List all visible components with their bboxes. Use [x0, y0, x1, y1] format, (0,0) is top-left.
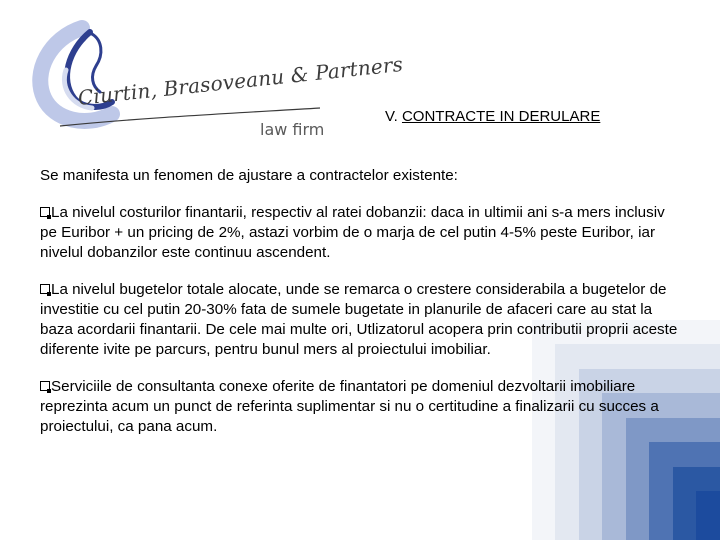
section-number: V. [385, 108, 402, 125]
bullet-item [40, 203, 680, 263]
section-title-text: CONTRACTE IN DERULARE [401, 108, 601, 125]
logo-firm-name: Ciurtin, Brasoveanu & Partners [76, 51, 405, 110]
logo-subtitle: law firm [260, 120, 325, 139]
gradient-block [696, 491, 720, 540]
bullet-item [40, 280, 680, 360]
square-bullet-icon [40, 284, 50, 294]
section-title [385, 108, 600, 125]
bullet-item [40, 377, 680, 437]
firm-logo [20, 10, 405, 140]
bullet-text: Serviciile de consultanta conexe oferite de finantatori pe domeniul dezvoltarii imobiliare reprezinta acum un punct de referinta suplimentar si nu o certitudine a finalizarii cu succes a proiectului, ca pana acum. [40, 378, 659, 435]
slide-body [40, 166, 680, 454]
bullet-text: La nivelul costurilor finantarii, respectiv al ratei dobanzii: daca in ultimii ani s-a mers inclusiv pe Euribor + un pricing de 2%, astazi vorbim de o marja de cel putin 4-5% peste Euribor, iar nivelul dobanzilor este continuu ascendent. [40, 204, 665, 261]
square-bullet-icon [40, 207, 50, 217]
intro-paragraph: Se manifesta un fenomen de ajustare a contractelor existente: [40, 167, 458, 184]
square-bullet-icon [40, 381, 50, 391]
bullet-text: La nivelul bugetelor totale alocate, unde se remarca o crestere considerabila a bugetelor de investitie cu cel putin 20-30% fata de sumele bugetate in planurile de afaceri care au stat la baza acordarii finantarii. De cele mai multe ori, Utlizatorul acopera prin contributii proprii aceste diferente ivite pe parcurs, pentru bunul mers al proiectului imobiliar. [40, 281, 678, 358]
